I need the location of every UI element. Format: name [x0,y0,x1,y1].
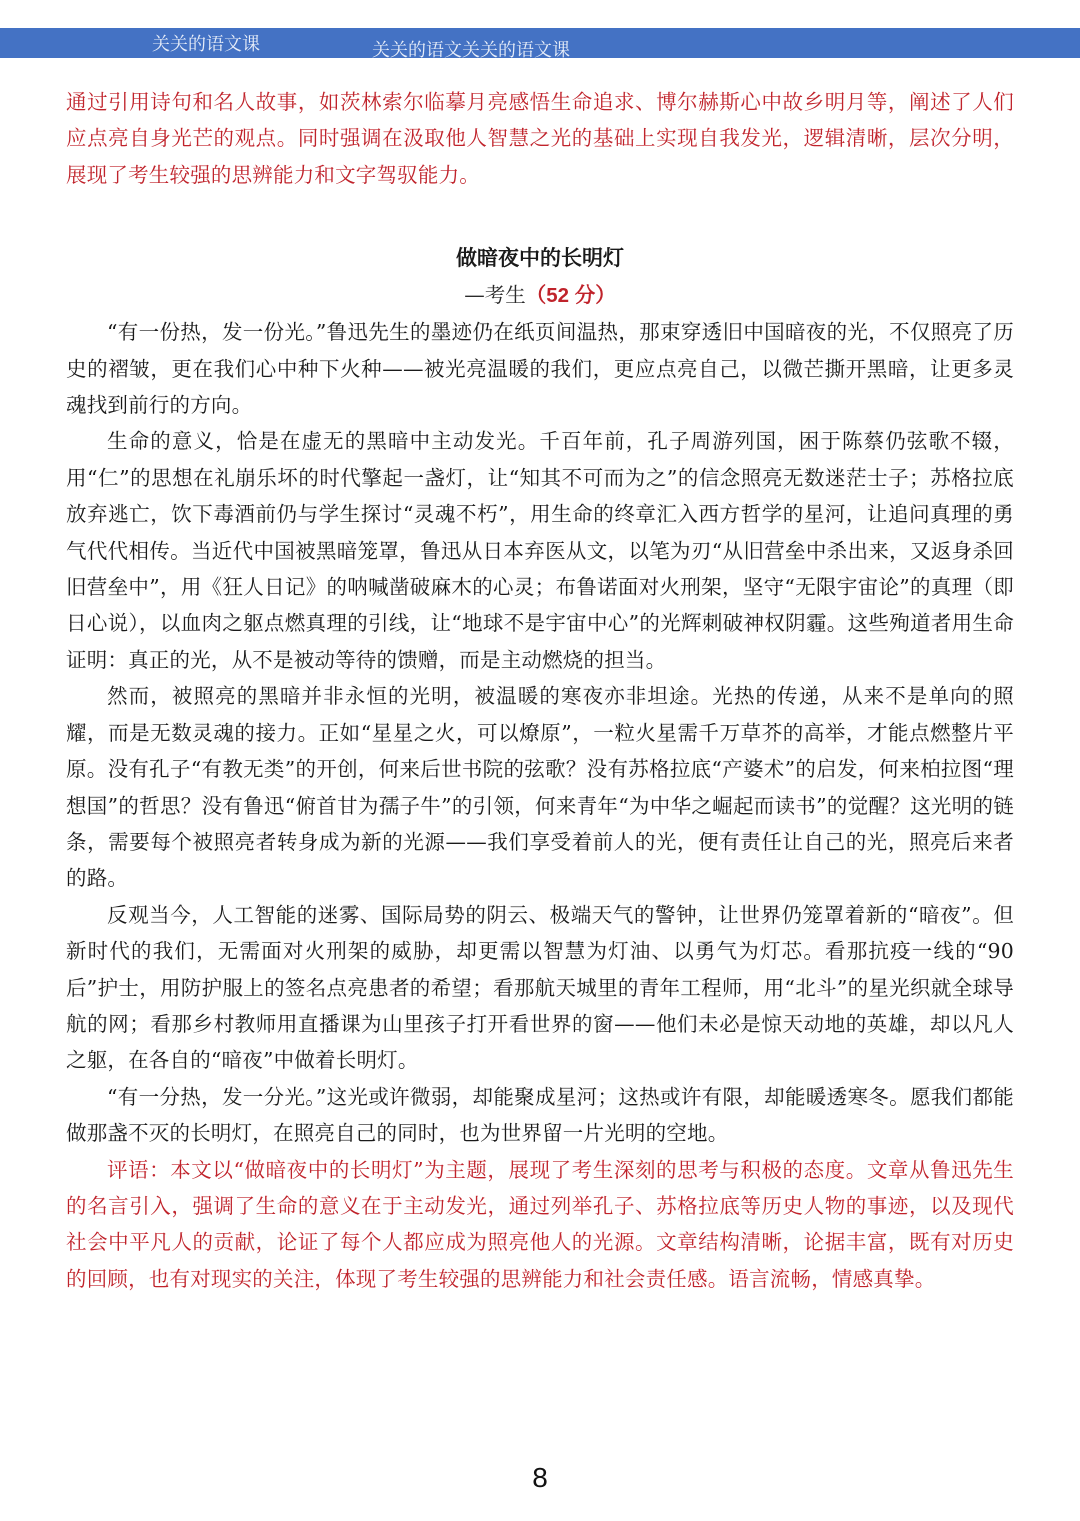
header-watermark-right: 关关的语文关关的语文课 [372,40,570,61]
essay-title: 做暗夜中的长明灯 [456,245,624,271]
essay-comment: 评语：本文以“做暗夜中的长明灯”为主题，展现了考生深刻的思考与积极的态度。文章从鲁迅先生的名言引入，强调了生命的意义在于主动发光，通过列举孔子、苏格拉底等历史人物的事迹，以及现代社会中平凡人的贡献，论证了每个人都应成为照亮他人的光源。文章结构清晰，论据丰富，既有对历史的回顾，也有对现实的关注，体现了考生较强的思辨能力和社会责任感。语言流畅，情感真挚。 [66,1157,1014,1291]
essay-paragraph-1: “有一份热，发一份光。”鲁迅先生的墨迹仍在纸页间温热，那束穿透旧中国暗夜的光，不仅照亮了历史的褶皱，更在我们心中种下火种——被光亮温暖的我们，更应点亮自己，以微芒撕开黑暗，让更多灵魂找到前行的方向。 [66,320,1014,418]
essay-paragraph-5: “有一分热，发一分光。”这光或许微弱，却能聚成星河；这热或许有限，却能暖透寒冬。愿我们都能做那盏不灭的长明灯，在照亮自己的同时，也为世界留一片光明的空地。 [66,1084,1014,1146]
page-content [66,84,1014,1297]
essay-score: （52 分） [525,284,616,308]
previous-essay-comment: 通过引用诗句和名人故事，如茨林索尔临摹月亮感悟生命追求、博尔赫斯心中故乡明月等，阐述了人们应点亮自身光芒的观点。同时强调在汲取他人智慧之光的基础上实现自我发光，逻辑清晰，层次分明，展现了考生较强的思辨能力和文字驾驭能力。 [66,90,1014,187]
essay-paragraph-2: 生命的意义，恰是在虚无的黑暗中主动发光。千百年前，孔子周游列国，困于陈蔡仍弦歌不辍，用“仁”的思想在礼崩乐坏的时代擎起一盏灯，让“知其不可而为之”的信念照亮无数迷茫士子；苏格拉底放弃逃亡，饮下毒酒前仍与学生探讨“灵魂不朽”，用生命的终章汇入西方哲学的星河，让追问真理的勇气代代相传。当近代中国被黑暗笼罩，鲁迅从日本弃医从文，以笔为刃“从旧营垒中杀出来，又返身杀回旧营垒中”，用《狂人日记》的呐喊凿破麻木的心灵；布鲁诺面对火刑架，坚守“无限宇宙论”的真理（即日心说），以血肉之躯点燃真理的引线，让“地球不是宇宙中心”的光辉刺破神权阴霾。这些殉道者用生命证明：真正的光，从不是被动等待的馈赠，而是主动燃烧的担当。 [66,429,1014,672]
essay-author-line [66,277,1014,314]
header-watermark-left: 关关的语文课 [152,34,260,55]
page-number: 8 [532,1462,548,1493]
essay-author: —考生 [464,283,526,308]
essay-paragraph-3: 然而，被照亮的黑暗并非永恒的光明，被温暖的寒夜亦非坦途。光热的传递，从来不是单向的照耀，而是无数灵魂的接力。正如“星星之火，可以燎原”，一粒火星需千万草芥的高举，才能点燃整片平原。没有孔子“有教无类”的开创，何来后世书院的弦歌？没有苏格拉底“产婆术”的启发，何来柏拉图“理想国”的哲思？没有鲁迅“俯首甘为孺子牛”的引领，何来青年“为中华之崛起而读书”的觉醒？这光明的链条，需要每个被照亮者转身成为新的光源——我们享受着前人的光，便有责任让自己的光，照亮后来者的路。 [66,684,1014,891]
essay-paragraph-4: 反观当今，人工智能的迷雾、国际局势的阴云、极端天气的警钟，让世界仍笼罩着新的“暗夜”。但新时代的我们，无需面对火刑架的威胁，却更需以智慧为灯油、以勇气为灯芯。看那抗疫一线的“90后”护士，用防护服上的签名点亮患者的希望；看那航天城里的青年工程师，用“北斗”的星光织就全球导航的网；看那乡村教师用直播课为山里孩子打开看世界的窗——他们未必是惊天动地的英雄，却以凡人之躯，在各自的“暗夜”中做着长明灯。 [66,902,1014,1073]
